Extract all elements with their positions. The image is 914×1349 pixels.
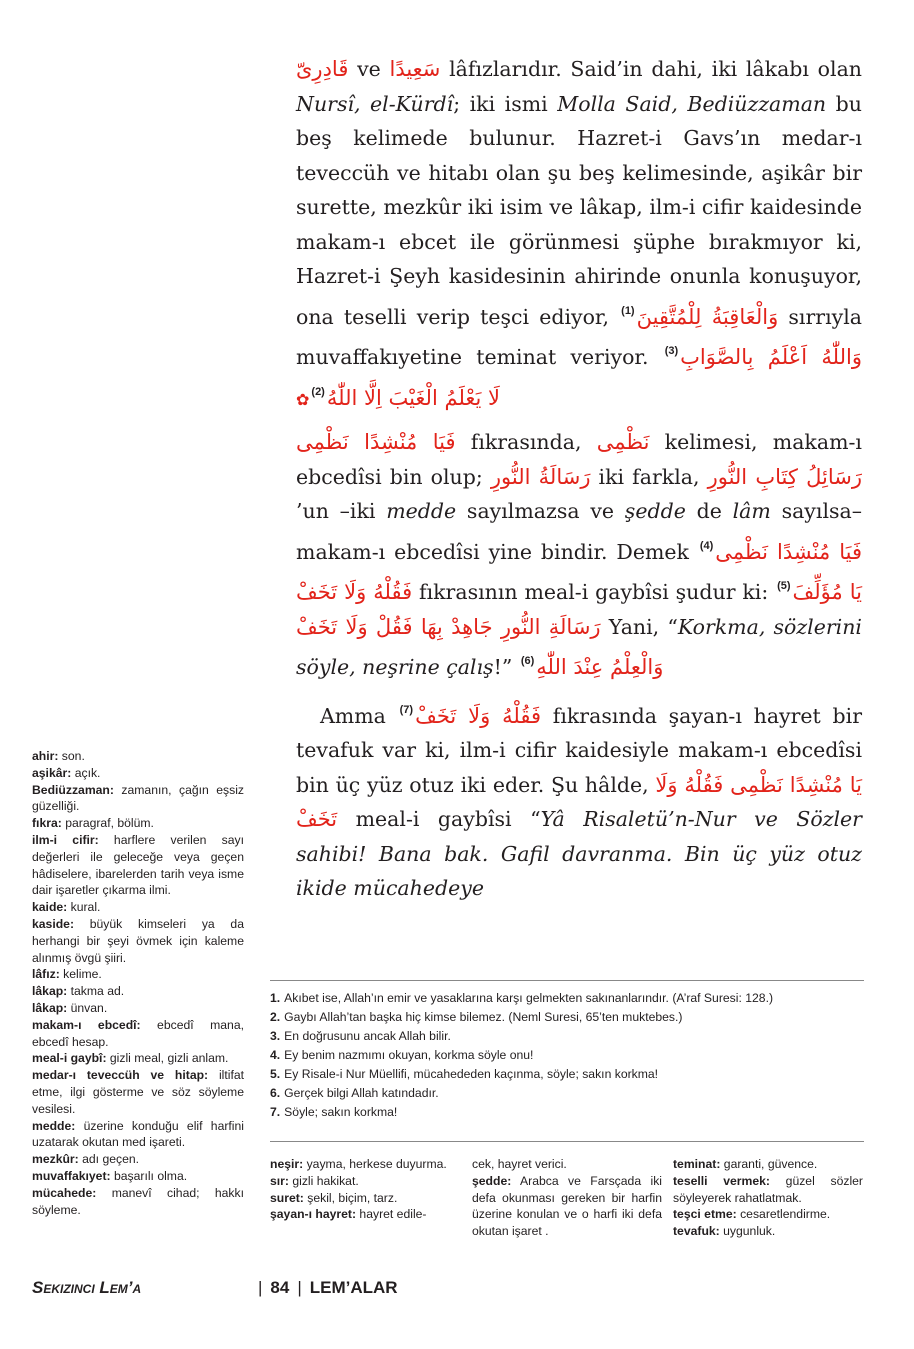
glossary-entry: [32, 765, 244, 782]
text-run: fıkrasının meal-i gaybîsi şudur ki:: [412, 580, 776, 604]
footnote: [270, 1084, 864, 1103]
footnote: [270, 1027, 864, 1046]
arabic-phrase: وَالْعَاقِبَةُ لِلْمُتَّقِينَ: [636, 304, 779, 329]
footnote-text: En doğrusunu ancak Allah bilir.: [284, 1029, 451, 1043]
glossary-entry: [32, 966, 244, 983]
glossary-term: mücahede:: [32, 1185, 97, 1200]
glossary-def: manevî cihad; hakkı söyleme.: [32, 1185, 244, 1217]
footnote: [270, 1103, 864, 1122]
glossary-entry: [270, 1206, 460, 1223]
italic-run: Korkma, sözlerini söyle, neşrine çalış: [296, 614, 862, 679]
glossary-column-1: [270, 1156, 460, 1223]
italic-run: şedde: [624, 499, 686, 523]
glossary-def: zamanın, çağın eşsiz güzelliği.: [32, 782, 244, 814]
glossary-term: tevafuk:: [673, 1224, 720, 1239]
rosette-icon: ✿: [296, 389, 310, 409]
arabic-phrase: رَسَالَةُ النُّورِ: [490, 464, 591, 489]
section-title: Sekizinci Lem’a: [32, 1278, 142, 1297]
footnote: [270, 1065, 864, 1084]
glossary-entry: [32, 1118, 244, 1152]
glossary-column-2: [472, 1156, 662, 1240]
glossary-entry: [32, 983, 244, 1000]
glossary-term: mezkûr:: [32, 1152, 79, 1167]
footnote-number: 2.: [270, 1010, 281, 1024]
text-run: iki farkla,: [590, 464, 708, 489]
glossary-term: kaside:: [32, 916, 75, 931]
glossary-entry: [32, 1151, 244, 1168]
arabic-phrase: يَا مُنْشِدًا نَظْمِى فَقُلْهُ وَلَا تَخَفْ: [296, 772, 863, 831]
glossary-def: şekil, biçim, tarz.: [303, 1190, 398, 1205]
footnote-text: Ey Risale-i Nur Müellifi, mücahededen kaçınma, söyle; sakın korkma!: [284, 1067, 659, 1081]
glossary-term: sır:: [270, 1173, 289, 1188]
glossary-def: üzerine konduğu elif harfini uzatarak okutan med işareti.: [32, 1118, 244, 1150]
footnote: [270, 1046, 864, 1065]
glossary-def: yayma, herkese duyurma.: [303, 1157, 447, 1171]
italic-run: Nursî, el-Kürdî: [296, 91, 454, 116]
text-run: bu beş kelimede bulunur. Hazret-i Gavs’ın medar-ı teveccüh ve hitabı olan şu beş kelimesinde, aşikâr bir surette, mezkûr iki isim ve lâkap, ilm-i cifir kaidesinde makam-ı ebcet ile görünmesi şüphe bırakmıyor ki, Hazret-i Şeyh kasidesinin ahirinde onunla konuşuyor, ona teselli verip teşci ediyor,: [296, 91, 862, 329]
glossary-sidebar: [32, 748, 244, 1218]
footnote-number: 3.: [270, 1029, 281, 1043]
footnote-ref-5[interactable]: (5): [777, 580, 791, 592]
glossary-def: kelime.: [59, 967, 102, 982]
text-run: kelimesi, makam-ı ebcedîsi bin olup;: [296, 430, 862, 489]
glossary-term: ilm-i cifir:: [32, 832, 99, 847]
arabic-phrase: قَادِرِىّ: [296, 57, 349, 81]
footnote: [270, 1008, 864, 1027]
glossary-def: kural.: [67, 900, 101, 915]
glossary-column-3: [673, 1156, 863, 1240]
glossary-def: Arabca ve Farsçada iki defa okunması gereken bir harfin üzerine konulan ve o harfi iki defa okutan işaret .: [472, 1173, 662, 1239]
text-run: sayılmazsa ve: [456, 499, 625, 523]
glossary-def: adı geçen.: [78, 1152, 140, 1167]
text-run: de: [685, 499, 733, 523]
divider: [270, 1141, 864, 1142]
glossary-def: uygunluk.: [719, 1224, 776, 1239]
arabic-phrase: يَا مُؤَلِّفَ رَسَالَةِ النُّورِ جَاهِدْ بِهَا فَقُلْ وَلَا تَخَفْ: [296, 580, 862, 639]
arabic-phrase: فَيَا مُنْشِدًا نَظْمِى فَقُلْهُ وَلَا تَخَفْ: [296, 539, 862, 604]
paragraph-2: [296, 425, 862, 685]
glossary-entry: [673, 1173, 863, 1207]
glossary-term: teminat:: [673, 1157, 721, 1171]
glossary-def: harflere verilen sayı değerleri ile geleceğe veya geçen hâdiselere, ibarelerden tarih veya isme dair işaretler çıkarma ilmi.: [32, 832, 244, 898]
glossary-entry: [32, 1185, 244, 1219]
glossary-entry: [270, 1190, 460, 1207]
glossary-term: teşci etme:: [673, 1207, 737, 1222]
text-run: sırrıyla muvaffakıyetine teminat veriyor.: [296, 304, 862, 369]
main-text: [296, 52, 862, 906]
arabic-phrase: سَعِيدًا: [389, 57, 441, 81]
text-run: sayılsa– makam-ı ebcedîsi yine bindir. Demek: [296, 499, 862, 564]
glossary-def: açık.: [71, 765, 101, 780]
footnote-text: Akıbet ise, Allah’ın emir ve yasaklarına karşı gelmekten sakınanlarındır. (A’raf Suresi: 128.): [284, 991, 774, 1005]
glossary-term: makam-ı ebcedî:: [32, 1017, 141, 1032]
footnote-text: Gerçek bilgi Allah katındadır.: [284, 1086, 439, 1100]
glossary-def: başarılı olma.: [110, 1168, 188, 1183]
text-run: lâfızlarıdır. Said’in dahi, iki lâkabı olan: [440, 57, 862, 81]
italic-run: Yâ Risaletü’n-Nur ve Sözler sahibi! Bana bak. Gafil davranma. Bin üç yüz otuz ikide mücahedeye: [296, 807, 862, 900]
footnote-text: Gaybı Allah’tan başka hiç kimse bilemez. (Neml Suresi, 65’ten muktebes.): [284, 1010, 683, 1024]
footnote-number: 5.: [270, 1067, 281, 1081]
glossary-term: fıkra:: [32, 816, 62, 831]
footnote-ref-3[interactable]: (3): [664, 345, 679, 357]
text-run: Yani, “: [600, 614, 678, 639]
glossary-term: lâkap:: [32, 1000, 68, 1015]
paragraph-1: [296, 52, 862, 417]
glossary-term: Bediüzzaman:: [32, 782, 114, 797]
glossary-entry: [673, 1206, 863, 1223]
separator: |: [258, 1278, 263, 1297]
glossary-term: şedde:: [472, 1173, 512, 1188]
glossary-term: şayan-ı hayret:: [270, 1207, 357, 1222]
glossary-term: muvaffakıyet:: [32, 1168, 111, 1183]
glossary-def: son.: [58, 749, 85, 763]
text-run: ve: [348, 57, 390, 81]
page-number: 84: [270, 1278, 290, 1297]
glossary-entry: [32, 1000, 244, 1017]
arabic-phrase: رَسَائِلُ كِتَابِ النُّورِ: [707, 464, 862, 489]
italic-run: Molla Said, Bediüzzaman: [557, 91, 827, 116]
glossary-term: aşikâr:: [32, 765, 72, 780]
glossary-def: güzel sözler söyleyerek rahatlatmak.: [673, 1173, 863, 1205]
glossary-def: hayret edile-: [356, 1207, 427, 1222]
arabic-phrase: وَالْعِلْمُ عِنْدَ اللّٰهِ: [536, 655, 664, 679]
glossary-term: ahir:: [32, 749, 59, 763]
glossary-def: gizli hakikat.: [288, 1173, 359, 1188]
glossary-entry: [32, 832, 244, 899]
italic-run: lâm: [732, 499, 771, 523]
glossary-entry: [472, 1156, 662, 1173]
footnote-ref-1[interactable]: (1): [621, 304, 635, 317]
footnotes: [270, 980, 864, 1122]
glossary-def: ebcedî mana, ebcedî hesap.: [32, 1017, 244, 1049]
footnote-ref-4[interactable]: (4): [699, 539, 714, 552]
footnote: [270, 989, 864, 1008]
footnote-ref-7[interactable]: (7): [399, 703, 414, 716]
footnote-text: Söyle; sakın korkma!: [284, 1105, 398, 1119]
page-footer: [32, 1278, 864, 1300]
arabic-phrase: وَاللّٰهُ اَعْلَمُ بِالصَّوَابِ: [680, 345, 862, 369]
glossary-def: ünvan.: [67, 1000, 108, 1015]
separator: |: [297, 1278, 302, 1297]
footnote-text: Ey benim nazmımı okuyan, korkma söyle onu!: [284, 1048, 534, 1062]
glossary-entry: [673, 1156, 863, 1173]
glossary-term: teselli vermek:: [673, 1173, 770, 1188]
glossary-def: cek, hayret verici.: [472, 1157, 567, 1171]
glossary-def: gizli meal, gizli anlam.: [106, 1051, 229, 1066]
glossary-def: paragraf, bölüm.: [61, 816, 154, 831]
glossary-entry: [32, 1168, 244, 1185]
footnote-number: 1.: [270, 991, 281, 1005]
glossary-term: lâfız:: [32, 967, 60, 982]
glossary-entry: [32, 916, 244, 966]
footnote-ref-6[interactable]: (6): [520, 655, 535, 667]
glossary-def: garanti, güvence.: [720, 1157, 818, 1171]
glossary-entry: [32, 1017, 244, 1051]
glossary-entry: [32, 1067, 244, 1117]
glossary-entry: [32, 815, 244, 832]
glossary-entry: [673, 1223, 863, 1240]
footer-right: [250, 1278, 398, 1298]
italic-run: medde: [386, 499, 457, 523]
text-run: fıkrasında,: [455, 430, 597, 454]
glossary-term: meal-i gaybî:: [32, 1051, 107, 1066]
arabic-phrase: فَيَا مُنْشِدًا نَظْمِى: [296, 430, 456, 454]
footnote-number: 4.: [270, 1048, 281, 1062]
glossary-entry: [32, 899, 244, 916]
glossary-term: suret:: [270, 1190, 304, 1205]
glossary-entry: [270, 1156, 460, 1173]
text-run: meal-i gaybîsi “: [337, 807, 541, 831]
footnote-number: 6.: [270, 1086, 281, 1100]
glossary-term: neşir:: [270, 1157, 304, 1171]
glossary-term: medde:: [32, 1118, 76, 1133]
glossary-term: kaide:: [32, 900, 68, 915]
text-run: !”: [493, 655, 519, 679]
glossary-entry: [32, 748, 244, 765]
glossary-entry: [32, 782, 244, 816]
arabic-phrase: لَا يَعْلَمُ الْغَيْبَ اِلَّا اللّٰهُ: [326, 385, 501, 410]
footnote-ref-2[interactable]: (2): [311, 385, 325, 398]
glossary-def: cesaretlendirme.: [736, 1207, 831, 1222]
arabic-phrase: نَظْمِى: [596, 430, 650, 454]
glossary-entry: [270, 1173, 460, 1190]
glossary-def: büyük kimseleri ya da herhangi bir şeyi övmek için kaleme alınmış övgü şiiri.: [32, 916, 244, 965]
glossary-entry: [32, 1050, 244, 1067]
text-run: Amma: [320, 703, 398, 728]
text-run: fıkrasında şayan-ı hayret bir tevafuk var ki, ilm-i cifir kaidesiyle makam-ı ebcedîsi bin üç yüz otuz iki eder. Şu hâlde,: [296, 703, 863, 797]
paragraph-3: [296, 693, 862, 906]
glossary-def: iltifat etme, ilgi gösterme ve söz söyleme vesilesi.: [32, 1068, 245, 1116]
footnote-number: 7.: [270, 1105, 281, 1119]
glossary-term: lâkap:: [32, 984, 68, 999]
arabic-phrase: فَقُلْهُ وَلَا تَخَفْ: [415, 703, 541, 728]
book-title: LEM’ALAR: [309, 1278, 398, 1297]
text-run: ’un –iki: [296, 499, 387, 523]
glossary-term: medar-ı teveccüh ve hitap:: [32, 1068, 209, 1083]
glossary-def: takma ad.: [67, 984, 125, 999]
glossary-entry: [472, 1173, 662, 1240]
text-run: ; iki ismi: [453, 91, 558, 116]
